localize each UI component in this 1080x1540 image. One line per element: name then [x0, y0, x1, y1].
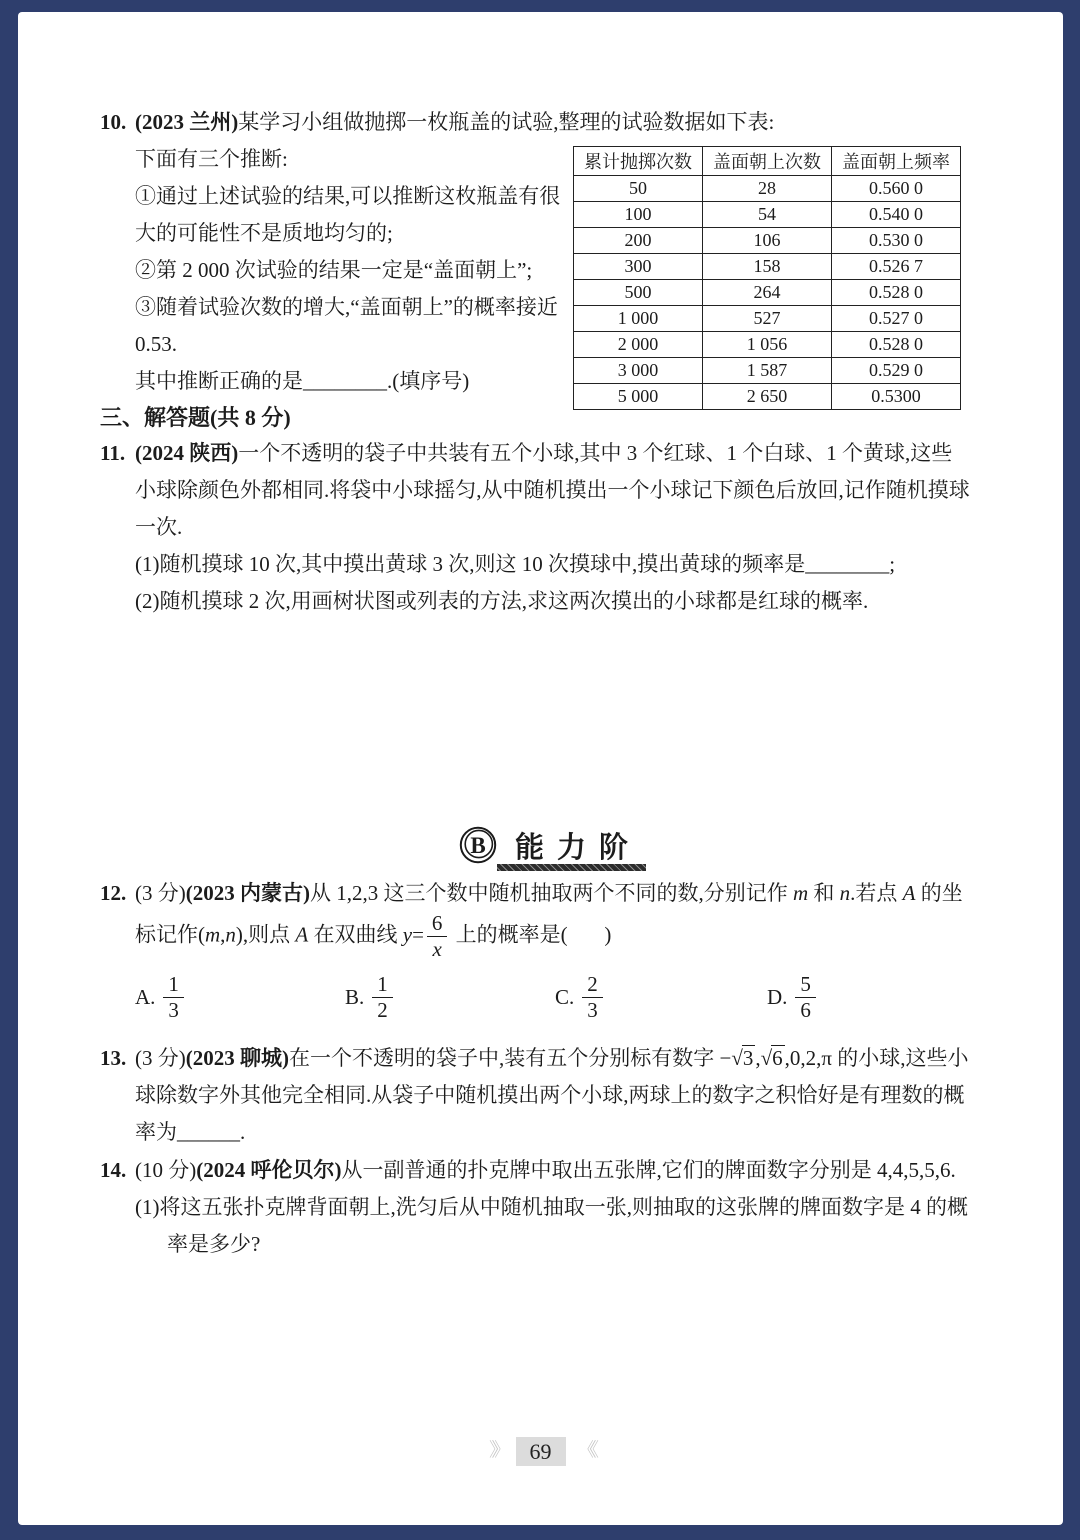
radical-sign: √ — [731, 1046, 743, 1070]
statement-lead: 下面有三个推断: — [135, 147, 288, 171]
exam-tag: (2024 陕西) — [135, 441, 239, 465]
table-cell: 5 000 — [574, 384, 703, 410]
table-row — [574, 306, 961, 332]
table-cell: 0.528 0 — [832, 332, 961, 358]
text-run: 的坐标记作( — [135, 881, 963, 947]
fraction-denominator: 3 — [168, 997, 179, 1022]
question-10-statements — [135, 141, 571, 400]
option-fraction — [795, 973, 816, 1022]
option-fraction — [163, 973, 184, 1022]
table-row — [574, 228, 961, 254]
score-tag: (3 分) — [135, 1046, 186, 1070]
math-var-A: A — [902, 881, 916, 905]
question-14 — [100, 1152, 972, 1263]
question-14-number: 14. — [100, 1158, 127, 1182]
option-label: C. — [555, 984, 575, 1009]
exam-tag: (2023 内蒙古) — [185, 881, 310, 905]
experiment-data-table — [573, 146, 961, 410]
table-cell: 527 — [703, 306, 832, 332]
sqrt-6 — [761, 1046, 785, 1070]
fraction-denominator: x — [432, 937, 442, 961]
table-cell: 0.528 0 — [832, 280, 961, 306]
option-label: A. — [135, 984, 156, 1009]
table-cell: 0.529 0 — [832, 358, 961, 384]
statement-3: ③随着试验次数的增大,“盖面朝上”的概率接近 0.53. — [135, 295, 558, 356]
fraction-numerator: 1 — [163, 973, 184, 998]
question-14-part-1: (1)将这五张扑克牌背面朝上,洗匀后从中随机抽取一张,则抽取的这张牌的牌面数字是 4 的概率是多少? — [135, 1195, 968, 1256]
table-row — [574, 176, 961, 202]
table-header-cell: 盖面朝上频率 — [832, 147, 961, 176]
table-row — [574, 280, 961, 306]
chevrons-left-icon: 《《 — [577, 1440, 593, 1462]
question-11-body — [100, 435, 970, 546]
option-label: D. — [767, 984, 788, 1009]
radicand: 6 — [772, 1046, 783, 1070]
table-cell: 1 587 — [703, 358, 832, 384]
fraction-numerator: 5 — [795, 973, 816, 998]
table-cell: 0.527 0 — [832, 306, 961, 332]
table-cell: 500 — [574, 280, 703, 306]
table-header-cell: 累计抛掷次数 — [574, 147, 703, 176]
text-run: , — [220, 922, 226, 947]
table-cell: 2 650 — [703, 384, 832, 410]
math-var-n: n — [225, 922, 236, 947]
math-var-y: y — [402, 922, 413, 947]
fraction-denominator: 3 — [587, 997, 598, 1022]
question-10-intro — [100, 104, 968, 141]
math-var-n: n — [839, 881, 851, 905]
option-c — [555, 967, 606, 1027]
text-run: 从 1,2,3 这三个数中随机抽取两个不同的数,分别记作 — [310, 881, 793, 905]
table-cell: 158 — [703, 254, 832, 280]
table-cell: 0.526 7 — [832, 254, 961, 280]
fraction-numerator: 2 — [582, 973, 603, 998]
table-cell: 3 000 — [574, 358, 703, 384]
fraction-numerator: 6 — [427, 912, 448, 937]
question-11 — [100, 435, 970, 620]
table-cell: 100 — [574, 202, 703, 228]
math-var-A: A — [295, 922, 309, 947]
text-run: 和 — [808, 881, 840, 905]
score-tag: (3 分) — [135, 881, 186, 905]
text-run: 在双曲线 — [308, 922, 403, 947]
statement-1: ①通过上述试验的结果,可以推断这枚瓶盖有很大的可能性不是质地均匀的; — [135, 184, 561, 245]
table-cell: 2 000 — [574, 332, 703, 358]
option-b — [345, 967, 396, 1027]
question-12-options — [100, 967, 972, 1033]
question-11-body-text: 一个不透明的袋子中共装有五个小球,其中 3 个红球、1 个白球、1 个黄球,这些小球除颜色外都相同.将袋中小球摇匀,从中随机摸出一个小球记下颜色后放回,记作随机摸球一次. — [135, 441, 970, 539]
page-number-badge: 69 — [516, 1437, 566, 1466]
equals-sign: = — [412, 922, 424, 947]
table-cell: 50 — [574, 176, 703, 202]
table-cell: 0.530 0 — [832, 228, 961, 254]
fraction-denominator: 6 — [800, 997, 811, 1022]
table-row — [574, 202, 961, 228]
level-b-badge — [459, 826, 497, 864]
exam-tag: (2024 呼伦贝尔) — [196, 1158, 342, 1182]
page-footer — [18, 1436, 1063, 1466]
question-14-body — [100, 1152, 972, 1189]
fraction-denominator: 2 — [377, 997, 388, 1022]
question-11-part-1: (1)随机摸球 10 次,其中摸出黄球 3 次,则这 10 次摸球中,摸出黄球的频率是________; — [135, 552, 896, 576]
worksheet-page — [18, 12, 1063, 1525]
table-header-row — [574, 147, 961, 176]
question-12-body — [100, 875, 972, 961]
text-run: ),则点 — [235, 922, 296, 947]
text-run: .若点 — [850, 881, 903, 905]
exam-tag: (2023 兰州) — [135, 110, 239, 134]
radical-sign: √ — [760, 1046, 773, 1070]
option-d — [767, 967, 819, 1027]
table-cell: 264 — [703, 280, 832, 306]
table-cell: 200 — [574, 228, 703, 254]
question-14-body-text: 从一副普通的扑克牌中取出五张牌,它们的牌面数字分别是 4,4,5,5,6. — [341, 1158, 956, 1182]
text-run: ,0,2,π 的小球,这些小球除数字外其他完全相同.从袋子中随机摸出两个小球,两球上的数字之积恰好是有理数的概率为______. — [135, 1046, 969, 1144]
table-cell: 300 — [574, 254, 703, 280]
table-row — [574, 332, 961, 358]
table-row — [574, 254, 961, 280]
question-13-body — [100, 1040, 972, 1151]
question-12 — [100, 875, 972, 1047]
question-11-part-2: (2)随机摸球 2 次,用画树状图或列表的方法,求这两次摸出的小球都是红球的概率. — [135, 589, 869, 613]
table-cell: 1 056 — [703, 332, 832, 358]
option-fraction — [582, 973, 603, 1022]
table-cell: 0.540 0 — [832, 202, 961, 228]
table-cell: 54 — [703, 202, 832, 228]
question-13-number: 13. — [100, 1046, 127, 1070]
fraction-numerator: 1 — [372, 973, 393, 998]
question-10-intro-text: 某学习小组做抛掷一枚瓶盖的试验,整理的试验数据如下表: — [238, 110, 775, 134]
section-three-heading: 三、解答题(共 8 分) — [100, 405, 291, 430]
table-header-cell: 盖面朝上次数 — [703, 147, 832, 176]
table-cell: 1 000 — [574, 306, 703, 332]
statement-2: ②第 2 000 次试验的结果一定是“盖面朝上”; — [135, 258, 533, 282]
table-row — [574, 358, 961, 384]
table-cell: 0.5300 — [832, 384, 961, 410]
chevrons-right-icon: 》》 — [488, 1440, 504, 1462]
text-run: 上的概率是( ) — [450, 922, 612, 947]
answer-blank-line: 其中推断正确的是________.(填序号) — [135, 369, 470, 393]
exam-tag: (2023 聊城) — [185, 1046, 289, 1070]
section-b-title: 能力阶 — [515, 832, 642, 864]
radicand: 3 — [742, 1046, 754, 1070]
option-a — [135, 967, 187, 1027]
sqrt-3 — [731, 1046, 755, 1070]
question-12-number: 12. — [100, 881, 127, 905]
level-b-letter: B — [470, 832, 486, 858]
math-var-m: m — [205, 922, 221, 947]
fraction-6-over-x — [427, 912, 448, 961]
question-13 — [100, 1040, 972, 1151]
table-row — [574, 384, 961, 410]
table-cell: 0.560 0 — [832, 176, 961, 202]
table-cell: 106 — [703, 228, 832, 254]
hatch-underline — [497, 864, 646, 871]
option-fraction — [372, 973, 393, 1022]
question-10-number: 10. — [100, 110, 127, 134]
text-run: 在一个不透明的袋子中,装有五个分别标有数字 − — [289, 1046, 732, 1070]
text-run: , — [755, 1046, 761, 1070]
option-label: B. — [345, 984, 365, 1009]
question-11-number: 11. — [100, 441, 126, 465]
table-cell: 28 — [703, 176, 832, 202]
score-tag: (10 分) — [135, 1158, 197, 1182]
math-var-m: m — [793, 881, 809, 905]
